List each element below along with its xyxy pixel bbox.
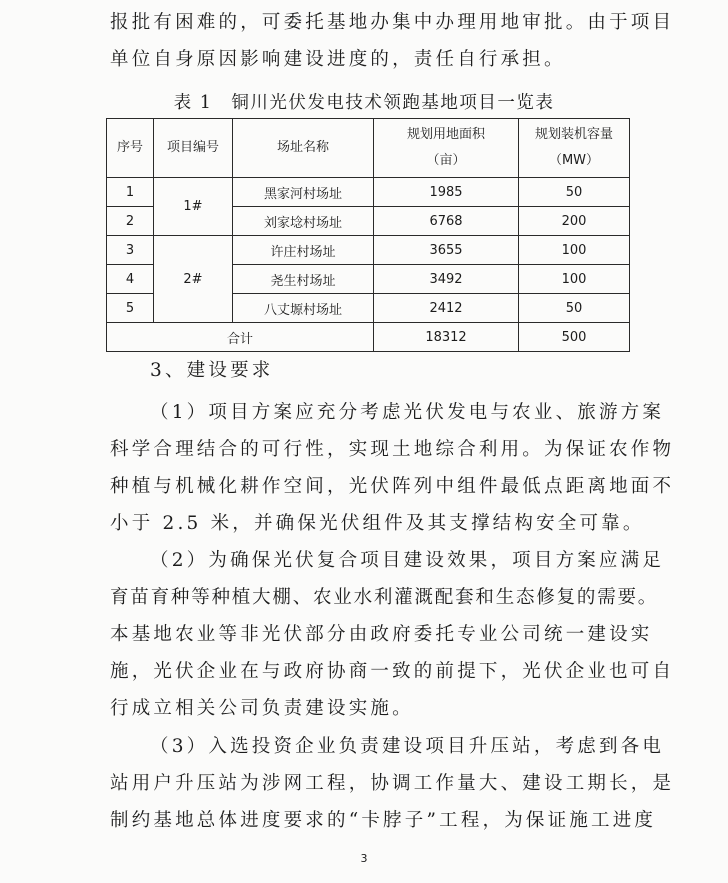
cell-area: 1985 — [374, 178, 519, 207]
body-line-8: 施，光伏企业在与政府协商一致的前提下，光伏企业也可自 — [110, 661, 675, 682]
cell-group-1: 1# — [154, 178, 233, 236]
cell-seq: 5 — [107, 294, 154, 323]
cell-area: 2412 — [374, 294, 519, 323]
cell-capacity: 50 — [519, 294, 630, 323]
header-capacity — [519, 119, 630, 178]
body-line-12: 制约基地总体进度要求的“卡脖子”工程，为保证施工进度 — [110, 810, 657, 831]
cell-seq: 2 — [107, 207, 154, 236]
header-area — [374, 119, 519, 178]
cell-site: 尧生村场址 — [233, 265, 374, 294]
cell-area: 6768 — [374, 207, 519, 236]
body-line-5: （2）为确保光伏复合项目建设效果，项目方案应满足 — [150, 550, 665, 571]
cell-seq: 4 — [107, 265, 154, 294]
total-capacity: 500 — [519, 323, 630, 352]
body-line-4: 小于 2.5 米，并确保光伏组件及其支撑结构安全可靠。 — [110, 513, 645, 534]
cell-site: 八丈塬村场址 — [233, 294, 374, 323]
total-label: 合计 — [107, 323, 374, 352]
cell-site: 许庄村场址 — [233, 236, 374, 265]
cell-capacity: 100 — [519, 265, 630, 294]
body-line-11: 站用户升压站为涉网工程，协调工作量大、建设工期长，是 — [110, 773, 675, 794]
section-heading: 3、建设要求 — [150, 360, 274, 381]
header-site: 场址名称 — [233, 119, 374, 178]
project-table — [106, 118, 630, 352]
cell-seq: 1 — [107, 178, 154, 207]
cell-group-2: 2# — [154, 236, 233, 323]
body-line-3: 种植与机械化耕作空间，光伏阵列中组件最低点距离地面不 — [110, 476, 675, 497]
header-capacity-line2: （MW） — [548, 153, 600, 168]
cell-area: 3655 — [374, 236, 519, 265]
header-capacity-line1: 规划装机容量 — [534, 127, 613, 142]
intro-line-1: 报批有困难的，可委托基地办集中办理用地审批。由于项目 — [110, 12, 675, 33]
header-code: 项目编号 — [154, 119, 233, 178]
body-line-9: 行成立相关公司负责建设实施。 — [110, 698, 414, 719]
intro-line-2: 单位自身原因影响建设进度的，责任自行承担。 — [110, 49, 566, 70]
body-line-2: 科学合理结合的可行性，实现土地综合利用。为保证农作物 — [110, 439, 675, 460]
body-line-10: （3）入选投资企业负责建设项目升压站，考虑到各电 — [150, 736, 665, 757]
cell-capacity: 100 — [519, 236, 630, 265]
cell-capacity: 50 — [519, 178, 630, 207]
body-line-6: 育苗育种等种植大棚、农业水利灌溉配套和生态修复的需要。 — [110, 587, 659, 608]
body-line-7: 本基地农业等非光伏部分由政府委托专业公司统一建设实 — [110, 624, 653, 645]
cell-capacity: 200 — [519, 207, 630, 236]
table-row — [107, 178, 630, 207]
body-line-1: （1）项目方案应充分考虑光伏发电与农业、旅游方案 — [150, 402, 665, 423]
total-area: 18312 — [374, 323, 519, 352]
table-row — [107, 236, 630, 265]
header-area-line2: （亩） — [426, 153, 466, 168]
table-total-row — [107, 323, 630, 352]
cell-area: 3492 — [374, 265, 519, 294]
table-caption: 表 1 铜川光伏发电技术领跑基地项目一览表 — [173, 93, 555, 113]
table-header-row — [107, 119, 630, 178]
header-area-line1: 规划用地面积 — [406, 127, 485, 142]
cell-site: 刘家埝村场址 — [233, 207, 374, 236]
header-seq: 序号 — [107, 119, 154, 178]
cell-site: 黑家河村场址 — [233, 178, 374, 207]
page-number: 3 — [360, 852, 368, 865]
cell-seq: 3 — [107, 236, 154, 265]
